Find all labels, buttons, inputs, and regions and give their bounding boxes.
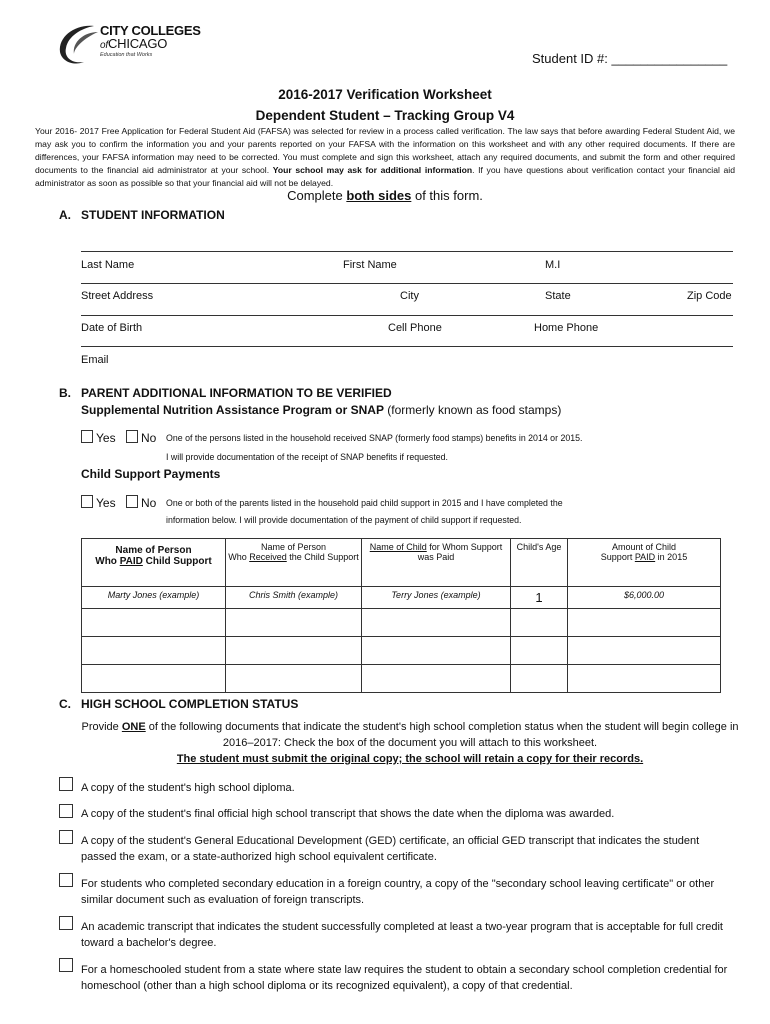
example-paid-by: Marty Jones (example) <box>82 587 226 609</box>
snap-heading: Supplemental Nutrition Assistance Program or SNAP (formerly known as food stamps) <box>81 403 562 417</box>
cs-statement-2: information below. I will provide documentation of the payment of child support if requested. <box>166 515 522 525</box>
logo-swoosh-icon <box>54 22 102 68</box>
contact-line[interactable] <box>81 315 733 316</box>
table-cell[interactable] <box>511 609 568 637</box>
child-support-table <box>81 538 721 693</box>
logo-text-2: ofCHICAGO <box>100 36 168 51</box>
hs-option-foreign: For students who completed secondary education in a foreign country, a copy of the "secondary school leaving certificate" or other similar document such as evaluation of foreign transcripts. <box>81 878 715 906</box>
example-amount: $6,000.00 <box>568 587 721 609</box>
home-phone-label: Home Phone <box>534 322 599 334</box>
hs-option-transcript: A copy of the student's final official high school transcript that shows the date when the diploma was awarded. <box>81 808 615 820</box>
cs-no-checkbox[interactable] <box>126 495 138 508</box>
homeschool-checkbox[interactable] <box>59 958 73 972</box>
foreign-checkbox[interactable] <box>59 873 73 887</box>
cell-phone-label: Cell Phone <box>388 322 442 334</box>
table-cell[interactable] <box>226 609 362 637</box>
table-header-row <box>82 539 721 587</box>
table-cell[interactable] <box>362 609 511 637</box>
table-row <box>82 637 721 665</box>
first-name-label: First Name <box>343 259 397 271</box>
hs-option-homeschool: For a homeschooled student from a state where state law requires the student to obtain a secondary school completion credential for homeschool (other than a high school diploma or its recognized equivalent), a copy of that credential. <box>81 964 728 992</box>
table-row <box>82 587 721 609</box>
snap-statement: One of the persons listed in the household received SNAP (formerly food stamps) benefits in 2014 or 2015. <box>166 433 583 443</box>
table-cell[interactable] <box>82 665 226 693</box>
intro-paragraph: Your 2016- 2017 Free Application for Federal Student Aid (FAFSA) was selected for review in a process called verification. The law says that before awarding Federal Student Aid, we may ask you to confirm the information you and your parents reported on your FAFSA with the information on this worksheet and with any other required documents. If there are differences, your FAFSA information may need to be corrected. You must complete and sign this worksheet, attach any required documents, and submit the form and other required documents to the financial aid administrator at your school. Your school may ask for additional information. If you have questions about verification contact your financial aid administrator as soon as possible so that your financial aid will not be delayed. <box>35 126 735 188</box>
snap-yes-option[interactable]: Yes <box>81 430 116 445</box>
complete-both-sides-note: Complete both sides of this form. <box>287 188 483 203</box>
snap-yes-checkbox[interactable] <box>81 430 93 443</box>
section-c-instructions: Provide ONE of the following documents that indicate the student's high school completion status when the student will begin college in 2016–2017: Check the box of the document you will attach to this worksheet. The student must submit the original copy; the school will retain a copy for their records. <box>81 721 739 765</box>
cs-yes-option[interactable]: Yes <box>81 495 116 510</box>
section-a-letter: A. <box>59 208 71 222</box>
section-c-letter: C. <box>59 697 71 711</box>
col-header-child-name: Name of Child for Whom Support was Paid <box>362 539 511 587</box>
table-cell[interactable] <box>226 665 362 693</box>
table-cell[interactable] <box>568 609 721 637</box>
logo-text: CITY COLLEGES <box>100 23 201 38</box>
child-support-heading: Child Support Payments <box>81 467 221 481</box>
section-b-letter: B. <box>59 386 71 400</box>
hs-diploma-checkbox[interactable] <box>59 777 73 791</box>
table-cell[interactable] <box>568 665 721 693</box>
col-header-amount: Amount of Child Support PAID in 2015 <box>568 539 721 587</box>
table-cell[interactable] <box>362 665 511 693</box>
example-child-name: Terry Jones (example) <box>362 587 511 609</box>
section-a-title: STUDENT INFORMATION <box>81 208 225 222</box>
table-cell[interactable] <box>226 637 362 665</box>
state-label: State <box>545 290 571 302</box>
cs-yes-checkbox[interactable] <box>81 495 93 508</box>
table-cell[interactable] <box>568 637 721 665</box>
cs-statement: One or both of the parents listed in the household paid child support in 2015 and I have completed the <box>166 498 563 508</box>
worksheet-subtitle: Dependent Student – Tracking Group V4 <box>255 108 515 123</box>
email-line[interactable] <box>81 346 733 347</box>
academic-transcript-checkbox[interactable] <box>59 916 73 930</box>
logo-tagline: Education that Works <box>100 52 153 58</box>
name-line[interactable] <box>81 251 733 252</box>
cs-no-option[interactable]: No <box>126 495 156 510</box>
section-b-title: PARENT ADDITIONAL INFORMATION TO BE VERIFIED <box>81 386 392 400</box>
table-row <box>82 665 721 693</box>
ged-checkbox[interactable] <box>59 830 73 844</box>
snap-no-checkbox[interactable] <box>126 430 138 443</box>
hs-option-ged: A copy of the student's General Educational Development (GED) certificate, an official GED transcript that indicates the student passed the exam, or a state-authorized high school equivalent certificate. <box>81 835 700 863</box>
table-cell[interactable] <box>511 637 568 665</box>
snap-no-option[interactable]: No <box>126 430 156 445</box>
hs-transcript-checkbox[interactable] <box>59 804 73 818</box>
street-label: Street Address <box>81 290 154 302</box>
table-cell[interactable] <box>362 637 511 665</box>
table-cell[interactable] <box>82 637 226 665</box>
example-received-by: Chris Smith (example) <box>226 587 362 609</box>
col-header-child-age: Child's Age <box>511 539 568 587</box>
worksheet-title: 2016-2017 Verification Worksheet <box>278 87 492 102</box>
mi-label: M.I <box>545 259 561 271</box>
dob-label: Date of Birth <box>81 322 143 334</box>
table-row <box>82 609 721 637</box>
snap-statement-2: I will provide documentation of the receipt of SNAP benefits if requested. <box>166 452 448 462</box>
address-line[interactable] <box>81 283 733 284</box>
table-cell[interactable] <box>511 665 568 693</box>
example-child-age: 1 <box>511 587 568 609</box>
col-header-received-by: Name of Person Who Received the Child Support <box>226 539 362 587</box>
last-name-label: Last Name <box>81 259 135 271</box>
city-label: City <box>400 290 419 302</box>
col-header-paid-by: Name of Person Who PAID Child Support <box>82 539 226 587</box>
hs-option-diploma: A copy of the student's high school diploma. <box>81 782 295 794</box>
hs-option-academic: An academic transcript that indicates the student successfully completed at least a two-year program that is acceptable for full credit toward a bachelor's degree. <box>81 921 723 949</box>
zip-label: Zip Code <box>687 290 732 302</box>
section-c-title: HIGH SCHOOL COMPLETION STATUS <box>81 697 299 711</box>
email-label: Email <box>81 354 109 366</box>
table-cell[interactable] <box>82 609 226 637</box>
student-id-field[interactable]: Student ID #: ________________ <box>532 51 728 66</box>
